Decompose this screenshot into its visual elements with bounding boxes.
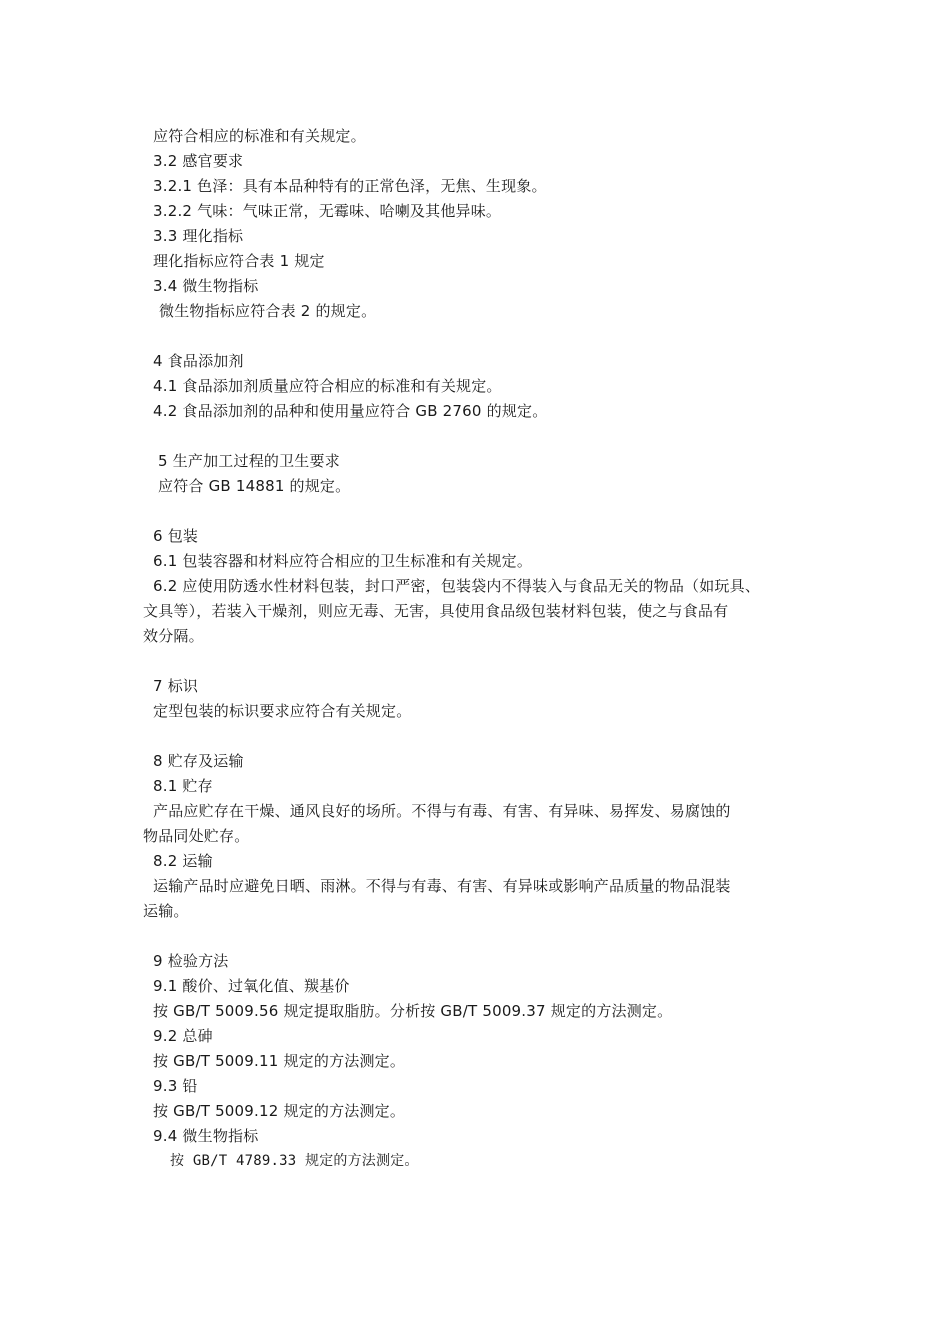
text-line: 6.1 包装容器和材料应符合相应的卫生标准和有关规定。 <box>153 552 533 570</box>
text-line: 3.2.1 色泽：具有本品种特有的正常色泽，无焦、生现象。 <box>153 177 547 195</box>
text-line: 应符合相应的标准和有关规定。 <box>153 127 366 145</box>
section-heading: 7 标识 <box>153 677 199 695</box>
text-line: 物品同处贮存。 <box>143 827 250 845</box>
section-heading: 4 食品添加剂 <box>153 352 244 370</box>
section-heading: 8.1 贮存 <box>153 777 213 795</box>
text-line: 6.2 应使用防透水性材料包装，封口严密，包装袋内不得装入与食品无关的物品（如玩具、 <box>153 577 761 595</box>
section-heading: 9.3 铅 <box>153 1077 198 1095</box>
text-line: 定型包装的标识要求应符合有关规定。 <box>153 702 412 720</box>
text-line: 应符合 GB 14881 的规定。 <box>158 477 351 495</box>
section-heading: 9 检验方法 <box>153 952 229 970</box>
text-line: 效分隔。 <box>143 627 204 645</box>
text-line: 产品应贮存在干燥、通风良好的场所。不得与有毒、有害、有异味、易挥发、易腐蚀的 <box>153 802 731 820</box>
text-line: 微生物指标应符合表 2 的规定。 <box>159 302 377 320</box>
text-line: 按 GB/T 5009.11 规定的方法测定。 <box>153 1052 406 1070</box>
text-line: 按 GB/T 5009.12 规定的方法测定。 <box>153 1102 406 1120</box>
section-heading: 6 包装 <box>153 527 199 545</box>
text-line: 4.1 食品添加剂质量应符合相应的标准和有关规定。 <box>153 377 502 395</box>
section-heading: 9.1 酸价、过氧化值、羰基价 <box>153 977 350 995</box>
text-line: 4.2 食品添加剂的品种和使用量应符合 GB 2760 的规定。 <box>153 402 548 420</box>
section-heading: 3.3 理化指标 <box>153 227 244 245</box>
section-heading: 3.2 感官要求 <box>153 152 244 170</box>
section-heading: 9.2 总砷 <box>153 1027 213 1045</box>
text-line: 按 GB/T 5009.56 规定提取脂肪。分析按 GB/T 5009.37 规定的方法测定。 <box>153 1002 673 1020</box>
text-line: 运输。 <box>143 902 189 920</box>
text-line: 理化指标应符合表 1 规定 <box>153 252 325 270</box>
text-line: 按 GB/T 4789.33 规定的方法测定。 <box>170 1153 419 1169</box>
section-heading: 9.4 微生物指标 <box>153 1127 259 1145</box>
section-heading: 3.4 微生物指标 <box>153 277 259 295</box>
text-line: 运输产品时应避免日晒、雨淋。不得与有毒、有害、有异味或影响产品质量的物品混装 <box>153 877 731 895</box>
text-line: 文具等），若装入干燥剂，则应无毒、无害，具使用食品级包装材料包装，使之与食品有 <box>143 602 729 620</box>
section-heading: 8 贮存及运输 <box>153 752 244 770</box>
text-line: 3.2.2 气味：气味正常，无霉味、哈喇及其他异味。 <box>153 202 502 220</box>
section-heading: 5 生产加工过程的卫生要求 <box>158 452 340 470</box>
section-heading: 8.2 运输 <box>153 852 213 870</box>
